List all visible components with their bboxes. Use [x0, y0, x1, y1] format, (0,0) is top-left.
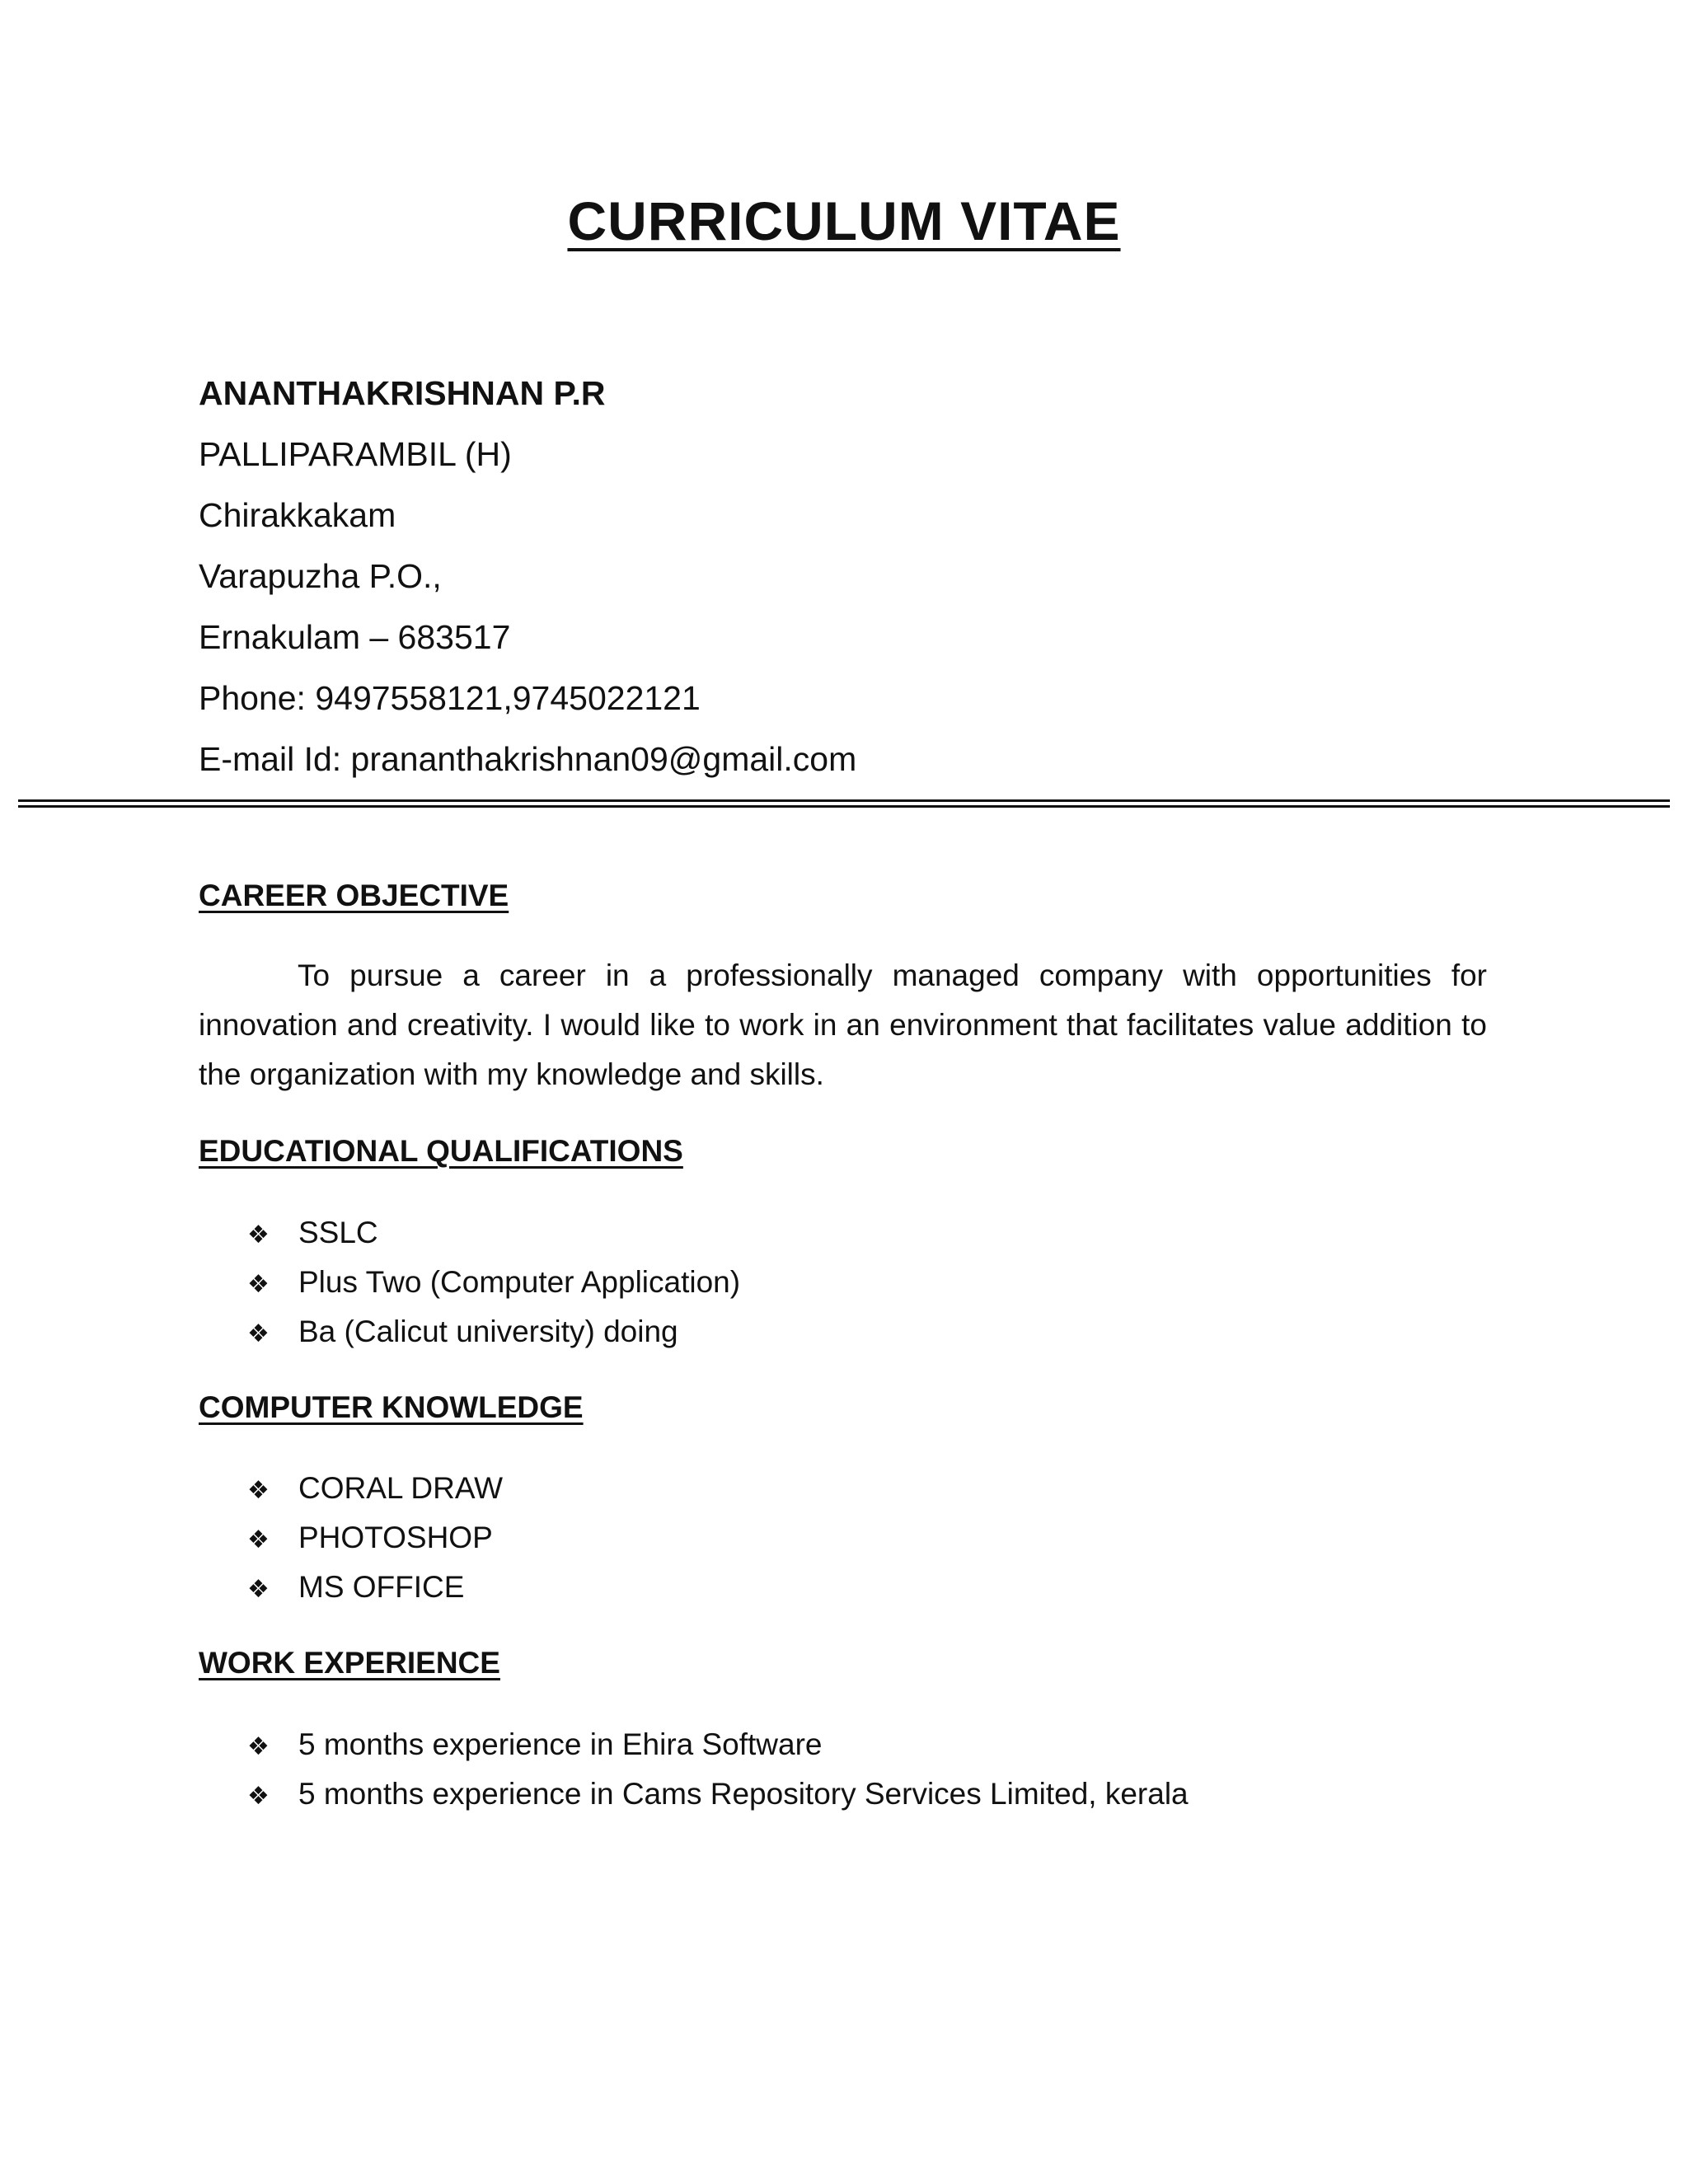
phone-number: Phone: 9497558121,9745022121	[199, 679, 701, 717]
work-experience-item: 5 months experience in Ehira Software	[298, 1727, 823, 1761]
career-objective-heading: CAREER OBJECTIVE	[199, 879, 509, 912]
page-title: CURRICULUM VITAE	[567, 190, 1121, 251]
list-item	[247, 1258, 740, 1307]
address-post-office: Varapuzha P.O.,	[199, 557, 442, 595]
computer-skill-item: MS OFFICE	[298, 1570, 465, 1604]
diamond-bullet-icon: ❖	[247, 1526, 270, 1554]
diamond-bullet-icon: ❖	[247, 1221, 270, 1249]
work-experience-item: 5 months experience in Cams Repository Services Limited, kerala	[298, 1777, 1189, 1811]
computer-skill-item: CORAL DRAW	[298, 1471, 504, 1505]
double-divider-line	[18, 799, 1670, 808]
list-item	[247, 1513, 503, 1563]
list-item	[247, 1563, 503, 1612]
career-objective-text: To pursue a career in a professionally managed company with opportunities for innovation and creativity. I would like to work in an environment that facilitates value addition to the organization with my knowledge and skills.	[199, 958, 1487, 1091]
education-item: SSLC	[298, 1216, 378, 1249]
list-item	[247, 1307, 740, 1357]
diamond-bullet-icon: ❖	[247, 1476, 270, 1505]
computer-knowledge-heading: COMPUTER KNOWLEDGE	[199, 1390, 584, 1424]
list-item	[247, 1464, 503, 1513]
diamond-bullet-icon: ❖	[247, 1732, 270, 1761]
education-item: Plus Two (Computer Application)	[298, 1265, 741, 1299]
address-district: Ernakulam – 683517	[199, 618, 511, 656]
list-item	[247, 1208, 740, 1258]
education-list	[247, 1208, 740, 1357]
education-heading: EDUCATIONAL QUALIFICATIONS	[199, 1134, 683, 1168]
applicant-name: ANANTHAKRISHNAN P.R	[199, 374, 606, 412]
list-item	[247, 1769, 1189, 1819]
address-house: PALLIPARAMBIL (H)	[199, 435, 512, 473]
work-experience-list	[247, 1720, 1189, 1819]
diamond-bullet-icon: ❖	[247, 1575, 270, 1604]
work-experience-heading: WORK EXPERIENCE	[199, 1646, 500, 1680]
email-address: E-mail Id: prananthakrishnan09@gmail.com	[199, 740, 857, 778]
address-place: Chirakkakam	[199, 496, 396, 534]
diamond-bullet-icon: ❖	[247, 1782, 270, 1811]
education-item: Ba (Calicut university) doing	[298, 1315, 678, 1348]
computer-skill-item: PHOTOSHOP	[298, 1521, 493, 1554]
contact-block	[199, 371, 1517, 798]
computer-knowledge-list	[247, 1464, 503, 1612]
diamond-bullet-icon: ❖	[247, 1319, 270, 1348]
list-item	[247, 1720, 1189, 1769]
diamond-bullet-icon: ❖	[247, 1270, 270, 1299]
